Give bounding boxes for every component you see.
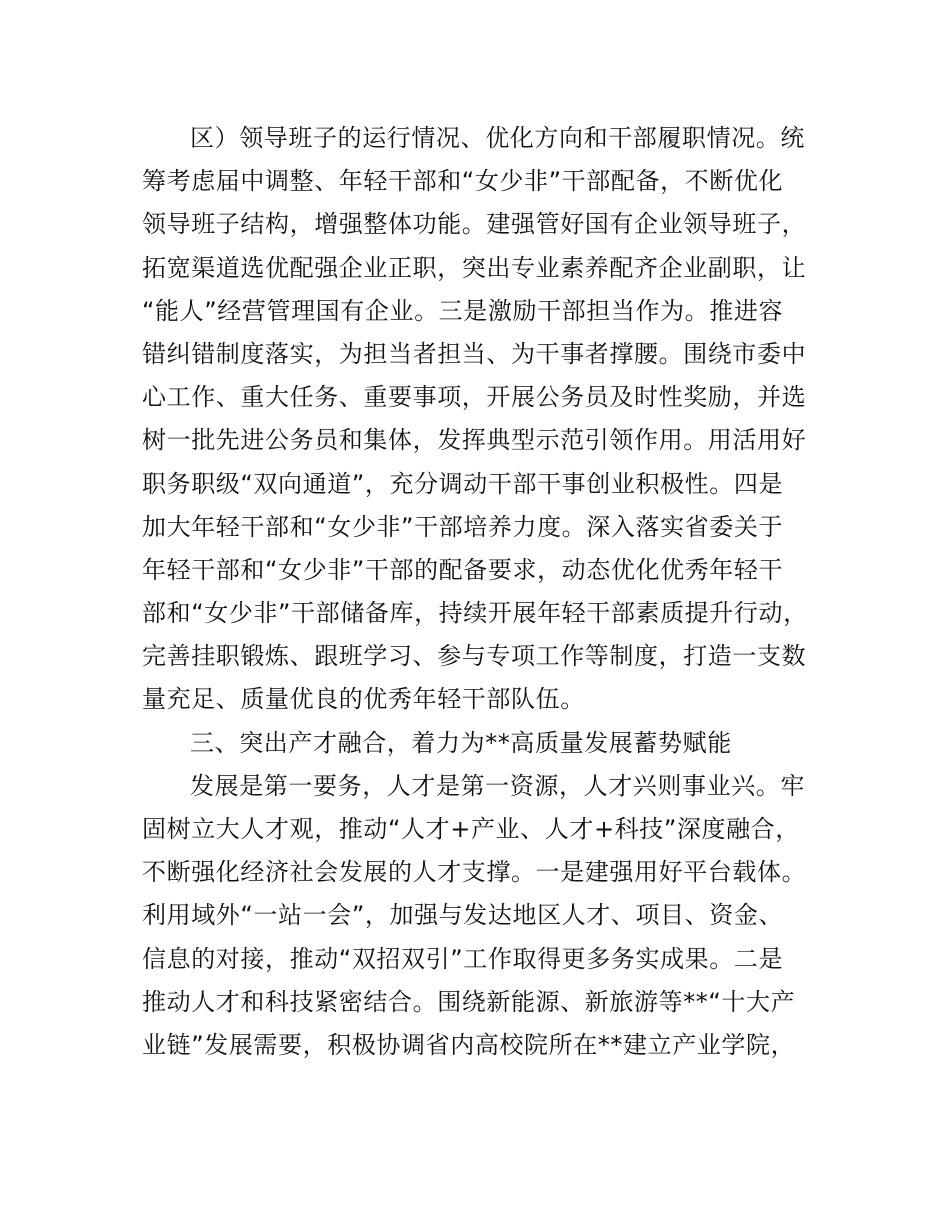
- paragraph-line: 完善挂职锻炼、跟班学习、参与专项工作等制度，打造一支数: [142, 642, 807, 671]
- paragraph-line: 年轻干部和“女少非”干部的配备要求，动态优化优秀年轻干: [142, 555, 784, 584]
- paragraph-line: 利用域外“一站一会”，加强与发达地区人才、项目、资金、: [142, 901, 784, 930]
- paragraph-line: 错纠错制度落实，为担当者担当、为干事者撑腰。围绕市委中: [142, 339, 807, 368]
- paragraph-line: 业链”发展需要，积极协调省内高校院所在**建立产业学院，: [142, 1030, 796, 1059]
- paragraph-line: 职务职级“双向通道”，充分调动干部干事创业积极性。四是: [142, 469, 784, 498]
- paragraph-line: 信息的对接，推动“双招双引”工作取得更多务实成果。二是: [142, 944, 784, 973]
- document-body: [142, 117, 832, 1067]
- paragraph-line: 加大年轻干部和“女少非”干部培养力度。深入落实省委关于: [142, 512, 784, 541]
- paragraph-line: 心工作、重大任务、重要事项，开展公务员及时性奖励，并选: [142, 383, 807, 412]
- paragraph-line: 推动人才和科技紧密结合。围绕新能源、新旅游等**“十大产: [142, 987, 796, 1016]
- paragraph-line: 固树立大人才观，推动“人才+产业、人才+科技”深度融合，: [142, 815, 800, 843]
- paragraph-line: “能人”经营管理国有企业。三是激励干部担当作为。推进容: [142, 296, 784, 325]
- paragraph-line: 树一批先进公务员和集体，发挥典型示范引领作用。用活用好: [142, 426, 807, 455]
- paragraph-line: 量充足、质量优良的优秀年轻干部队伍。: [142, 685, 585, 714]
- section-heading: 三、突出产才融合，着力为**高质量发展蓄势赋能: [190, 728, 732, 757]
- paragraph-line: 筹考虑届中调整、年轻干部和“女少非”干部配备，不断优化: [142, 167, 784, 196]
- paragraph-line: 不断强化经济社会发展的人才支撑。一是建强用好平台载体。: [142, 858, 807, 887]
- paragraph-line: 领导班子结构，增强整体功能。建强管好国有企业领导班子，: [142, 210, 807, 239]
- paragraph-line: 部和“女少非”干部储备库，持续开展年轻干部素质提升行动，: [142, 599, 808, 628]
- paragraph-line: 发展是第一要务，人才是第一资源，人才兴则事业兴。牢: [190, 771, 805, 800]
- paragraph-line: 拓宽渠道选优配强企业正职，突出专业素养配齐企业副职，让: [142, 253, 807, 282]
- paragraph-line: 区）领导班子的运行情况、优化方向和干部履职情况。统: [190, 124, 805, 152]
